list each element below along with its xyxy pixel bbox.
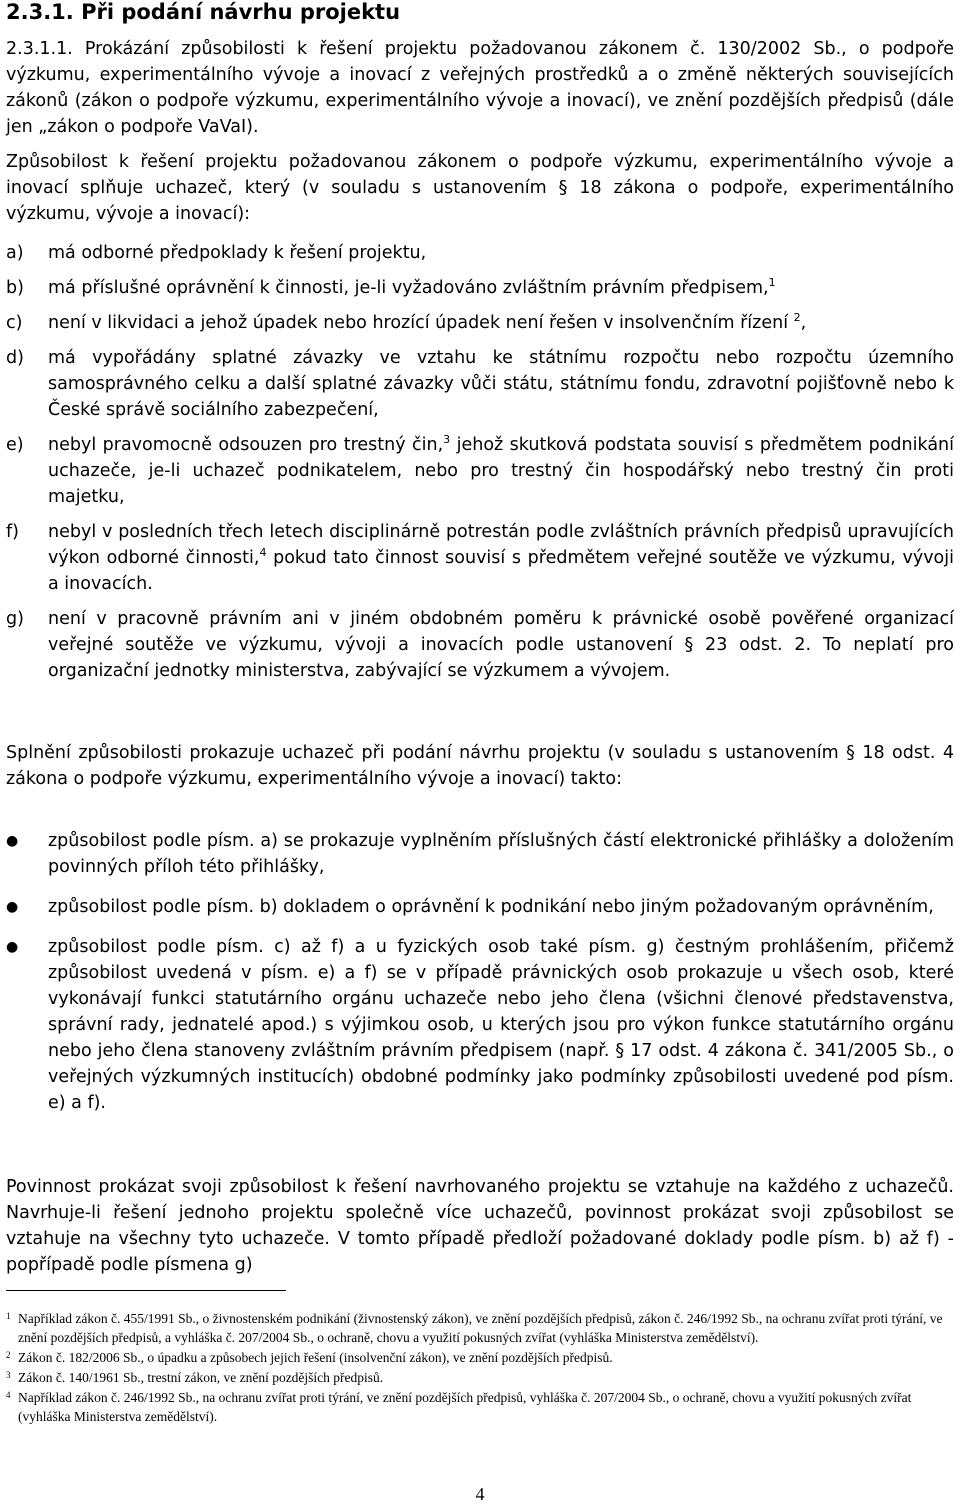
page-number: 4 (475, 1484, 485, 1504)
footnote-ref: 4 (259, 546, 267, 560)
paragraph-obligation: Povinnost prokázat svoji způsobilost k řešení navrhovaného projektu se vztahuje na každého z uchazečů. Navrhuje-li řešení jednoho projektu společně více uchazečů, povinnost prokázat svoji způsobilost se vztahuje na všechny tyto uchazeče. V tomto případě předloží požadované doklady podle písm. b) až f) - popřípadě podle písmena g) (6, 1177, 954, 1275)
footnote-ref: 2 (793, 311, 801, 325)
list-item-text: má odborné předpoklady k řešení projektu, (48, 243, 427, 263)
list-marker: a) (6, 243, 24, 263)
list-item (6, 519, 954, 597)
bullet-item (6, 934, 954, 1116)
list-item-text: má vypořádány splatné závazky ve vztahu ke státnímu rozpočtu nebo rozpočtu územního samosprávného celku a další splatné závazky vůči státu, státnímu fondu, zdravotní pojišťovně nebo k České správě sociálního zabezpečení, (48, 348, 954, 420)
footnote-ref: 3 (443, 433, 451, 447)
bullet-item (6, 828, 954, 880)
list-item-text: není v pracovně právním ani v jiném obdobném poměru k právnické osobě pověřené organizací veřejné soutěže ve výzkumu, vývoji a inovacích podle ustanovení § 23 odst. 2. To neplatí pro organizační jednotky ministerstva, zabývající se výzkumem a vývojem. (48, 609, 954, 681)
bullet-text: způsobilost podle písm. a) se prokazuje vyplněním příslušných částí elektronické přihlášky a doložením povinných příloh této přihlášky, (48, 831, 954, 877)
bullet-icon: ● (6, 939, 19, 955)
subsection-heading: 2.3.1.1. Prokázání způsobilosti k řešení projektu požadovanou zákonem č. 130/2002 Sb., o podpoře výzkumu, experimentálního vývoje a inovací z veřejných prostředků a o změně některých souvisejících zákonů (zákon o podpoře výzkumu, experimentálního vývoje a inovací), ve znění pozdějších předpisů (dále jen „zákon o podpoře VaVaI). (6, 39, 954, 137)
section-heading: 2.3.1. Při podání návrhu projektu (6, 0, 401, 24)
list-item-text-after: pokud tato činnost souvisí s předmětem veřejné soutěže ve výzkumu, vývoji a inovacích. (48, 548, 954, 594)
footnote-mark: 3 (6, 1370, 11, 1380)
footnote (6, 1348, 954, 1367)
list-item-text-after: jehož skutková podstata souvisí s předmětem podnikání uchazeče, je-li uchazeč podnikatelem, nebo pro trestný čin hospodářský nebo trestný čin proti majetku, (48, 435, 955, 507)
bullet-icon: ● (6, 833, 19, 849)
bullet-icon: ● (6, 899, 19, 915)
footnote (6, 1368, 954, 1387)
paragraph-eligibility-intro: Způsobilost k řešení projektu požadovanou zákonem o podpoře výzkumu, experimentálního vývoje a inovací splňuje uchazeč, který (v souladu s ustanovením § 18 zákona o podpoře, experimentálního výzkumu, vývoje a inovací): (6, 152, 954, 224)
footnote-ref: 1 (768, 276, 776, 290)
footnote-text: Například zákon č. 246/1992 Sb., na ochranu zvířat proti týrání, ve znění pozdějších předpisů, vyhláška č. 207/2004 Sb., o ochraně, chovu a využití pokusných zvířat (vyhláška Ministerstva zemědělství). (18, 1390, 912, 1424)
footnote (6, 1309, 954, 1347)
list-item-text-after: , (800, 313, 807, 333)
list-marker: b) (6, 278, 24, 298)
list-marker: c) (6, 313, 23, 333)
list-marker: f) (6, 522, 19, 542)
list-item-text: není v likvidaci a jehož úpadek nebo hrozící úpadek není řešen v insolvenčním řízení (48, 313, 794, 333)
list-marker: g) (6, 609, 24, 629)
list-item (6, 310, 954, 336)
footnotes (6, 1309, 954, 1427)
footnote-mark: 4 (6, 1390, 11, 1400)
list-item (6, 606, 954, 684)
list-item (6, 345, 954, 423)
list-marker: d) (6, 348, 24, 368)
list-item (6, 240, 954, 266)
footnote-text: Například zákon č. 455/1991 Sb., o živnostenském podnikání (živnostenský zákon), ve znění pozdějších předpisů, zákon č. 246/1992 Sb., na ochranu zvířat proti týrání, ve znění pozdějších předpisů, a vyhláška č. 207/2004 Sb., o ochraně, chovu a využití pokusných zvířat (vyhláška Ministerstva zemědělství). (18, 1311, 943, 1345)
footnote-mark: 1 (6, 1311, 11, 1321)
footnote-text: Zákon č. 140/1961 Sb., trestní zákon, ve znění pozdějších předpisů. (18, 1370, 384, 1385)
bullet-text: způsobilost podle písm. c) až f) a u fyzických osob také písm. g) čestným prohlášením, přičemž způsobilost uvedená v písm. e) a f) se v případě právnických osob prokazuje u všech osob, které vykonávají funkci statutárního orgánu uchazeče nebo jeho člena (všichni členové představenstva, správní rady, jednatelé apod.) s výjimkou osob, u kterých jsou pro výkon funkce statutárního orgánu nebo jeho člena stanoveny zvláštním právním předpisem (např. § 17 odst. 4 zákona č. 341/2005 Sb., o veřejných výzkumných institucích) obdobné podmínky jako podmínky způsobilosti uvedené pod písm. e) a f). (48, 937, 954, 1113)
footnote-text: Zákon č. 182/2006 Sb., o úpadku a způsobech jejich řešení (insolvenční zákon), ve znění pozdějších předpisů. (18, 1350, 613, 1365)
proof-bullet-list (6, 828, 954, 1130)
footnote (6, 1388, 954, 1426)
list-item-text: nebyl pravomocně odsouzen pro trestný čin, (48, 435, 444, 455)
paragraph-proof-method: Splnění způsobilosti prokazuje uchazeč při podání návrhu projektu (v souladu s ustanovením § 18 odst. 4 zákona o podpoře výzkumu, experimentálního vývoje a inovací) takto: (6, 743, 954, 789)
bullet-text: způsobilost podle písm. b) dokladem o oprávnění k podnikání nebo jiným požadovaným oprávněním, (48, 897, 934, 917)
footnote-divider (6, 1290, 286, 1291)
list-item-text: má příslušné oprávnění k činnosti, je-li vyžadováno zvláštním právním předpisem, (48, 278, 769, 298)
list-marker: e) (6, 435, 24, 455)
list-item-text: nebyl v posledních třech letech disciplinárně potrestán podle zvláštních právních předpisů upravujících výkon odborné činnosti, (48, 522, 954, 568)
list-item (6, 432, 954, 510)
list-item (6, 275, 954, 301)
bullet-item (6, 894, 954, 920)
footnote-mark: 2 (6, 1350, 11, 1360)
requirements-list (6, 240, 954, 693)
